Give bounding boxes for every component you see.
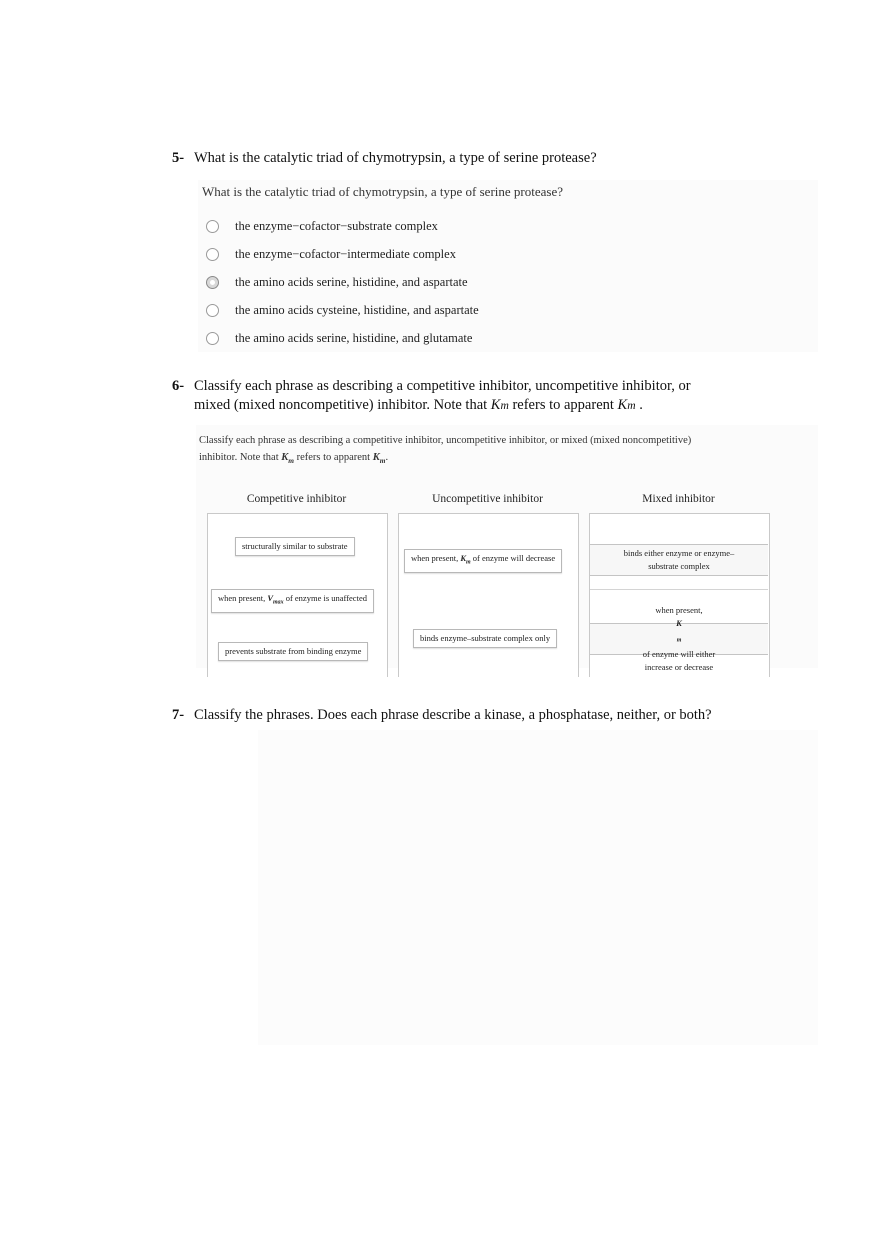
question-5-screenshot — [198, 180, 818, 352]
question-number: 6- — [172, 378, 185, 394]
answer-option-label: the amino acids cysteine, histidine, and aspartate — [235, 302, 479, 317]
screenshot-question-title: What is the catalytic triad of chymotrypsin, a type of serine protease? — [202, 184, 563, 199]
answer-option-3[interactable] — [206, 272, 468, 292]
column-heading-competitive: Competitive inhibitor — [246, 493, 347, 505]
answer-option-label: the enzyme−cofactor−substrate complex — [235, 218, 438, 233]
question-7-screenshot-area — [258, 730, 818, 1045]
answer-option-2[interactable] — [206, 244, 456, 264]
answer-option-label: the enzyme−cofactor−intermediate complex — [235, 246, 456, 261]
draggable-phrase[interactable]: when present, $V_{max}$ of enzyme is unaffected — [211, 589, 374, 613]
question-6-screenshot — [196, 425, 818, 672]
answer-option-label: the amino acids serine, histidine, and glutamate — [235, 330, 473, 345]
answer-option-label: the amino acids serine, histidine, and aspartate — [235, 274, 468, 289]
question-number: 5- — [172, 150, 185, 166]
question-text-line-2: mixed (mixed noncompetitive) inhibitor. Note that Km refers to apparent Km . — [194, 397, 643, 413]
question-text: Classify the phrases. Does each phrase describe a kinase, a phosphatase, neither, or both? — [194, 707, 712, 723]
radio-button-icon[interactable] — [206, 304, 219, 317]
answer-option-5[interactable] — [206, 328, 472, 348]
radio-button-icon[interactable] — [206, 248, 219, 261]
drop-zone-uncompetitive[interactable] — [398, 513, 579, 677]
divider — [590, 589, 768, 590]
draggable-phrase[interactable]: binds enzyme–substrate complex only — [413, 629, 557, 648]
question-text: What is the catalytic triad of chymotrypsin, a type of serine protease? — [194, 150, 597, 166]
radio-button-icon[interactable] — [206, 332, 219, 345]
question-text — [194, 377, 691, 415]
question-number: 7- — [172, 707, 185, 723]
draggable-phrase[interactable]: binds either enzyme or enzyme– substrate complex — [590, 544, 768, 576]
question-text-line-1: Classify each phrase as describing a competitive inhibitor, uncompetitive inhibitor, or — [194, 378, 691, 394]
draggable-phrase[interactable]: when present, K $_m$ of enzyme will either increase or decrease — [590, 623, 768, 655]
drop-zone-competitive[interactable] — [207, 513, 388, 677]
draggable-phrase[interactable]: when present, $K_m$ of enzyme will decrease — [404, 549, 562, 573]
column-heading-uncompetitive: Uncompetitive inhibitor — [432, 493, 543, 505]
screenshot-question-title: Classify each phrase as describing a competitive inhibitor, uncompetitive inhibitor, or mixed (mixed noncompetitive) inhibitor. Note that $K_m$ refers to apparent $K_m$. — [199, 435, 692, 466]
answer-option-1[interactable] — [206, 216, 438, 236]
column-heading-mixed: Mixed inhibitor — [642, 493, 715, 505]
drop-zone-mixed[interactable] — [589, 513, 770, 677]
draggable-phrase[interactable]: structurally similar to substrate — [235, 537, 355, 556]
answer-option-4[interactable] — [206, 300, 479, 320]
radio-button-selected-icon[interactable] — [206, 276, 219, 289]
radio-button-icon[interactable] — [206, 220, 219, 233]
draggable-phrase[interactable]: prevents substrate from binding enzyme — [218, 642, 368, 661]
